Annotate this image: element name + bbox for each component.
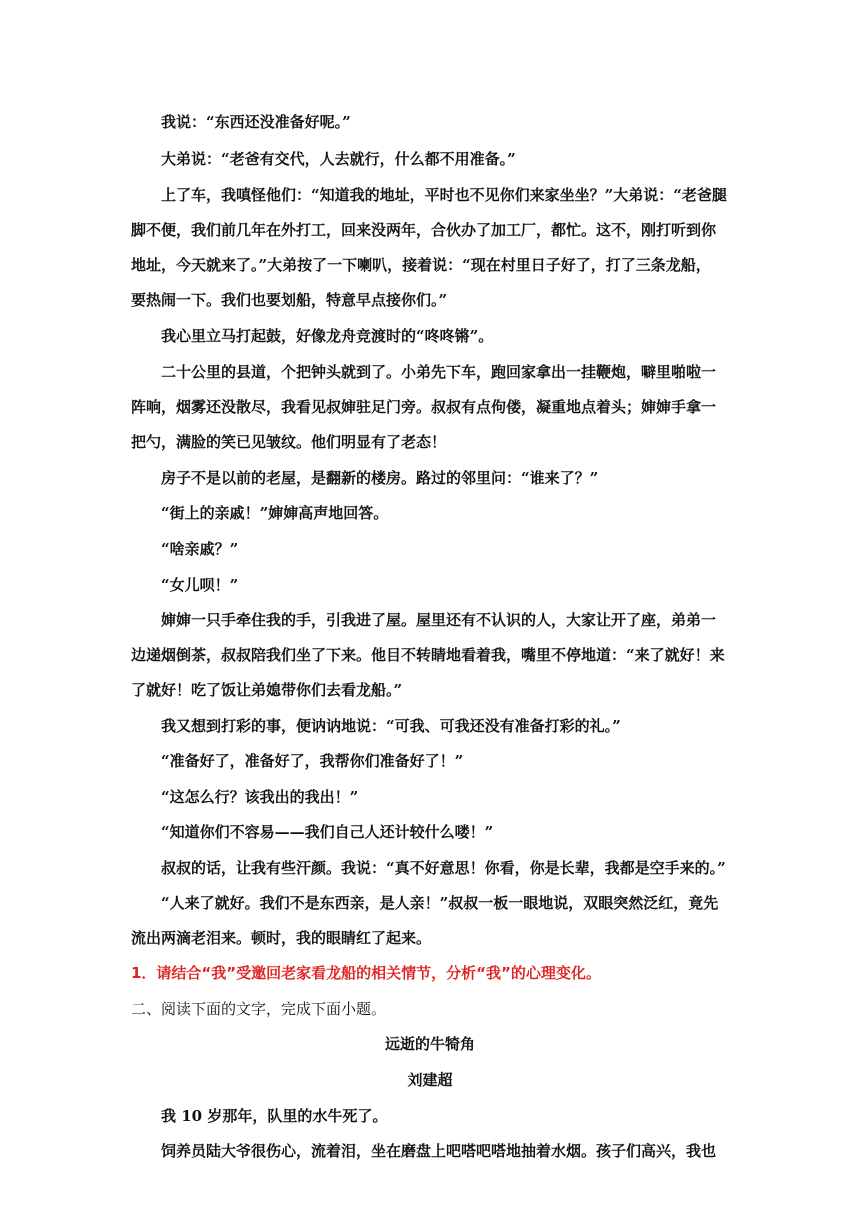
paragraph-line: 我 10 岁那年，队里的水牛死了。	[161, 1107, 388, 1125]
paragraph-line: “啥亲戚？”	[161, 540, 239, 558]
paragraph-line: 婶婶一只手牵住我的手，引我进了屋。屋里还有不认识的人，大家让开了座，弟弟一	[161, 611, 717, 629]
paragraph-line: 叔叔的话，让我有些汗颜。我说：“真不好意思！你看，你是长辈，我都是空手来的。”	[161, 859, 726, 877]
paragraph-line: 饲养员陆大爷很伤心，流着泪，坐在磨盘上吧嗒吧嗒地抽着水烟。孩子们高兴，我也	[161, 1142, 717, 1160]
paragraph-line: “这怎么行？该我出的我出！”	[161, 788, 359, 806]
paragraph-line: “人来了就好。我们不是东西亲，是人亲！”叔叔一板一眼地说，双眼突然泛红，竟先	[161, 894, 719, 912]
article-author: 刘建超	[407, 1071, 453, 1089]
paragraph-line: 上了车，我嗔怪他们：“知道我的地址，平时也不见你们来家坐坐？”大弟说：“老爸腿	[161, 186, 727, 204]
paragraph-line: 我说：“东西还没准备好呢。”	[161, 113, 351, 131]
paragraph-line: 流出两滴老泪来。顿时，我的眼睛红了起来。	[131, 929, 432, 947]
paragraph-line: 了就好！吃了饭让弟媳带你们去看龙船。”	[131, 681, 403, 699]
article-title: 远逝的牛犄角	[384, 1035, 475, 1053]
paragraph-line: 地址，今天就来了。”大弟按了一下喇叭，接着说：“现在村里日子好了，打了三条龙船，	[131, 256, 711, 274]
paragraph-line: 边递烟倒茶，叔叔陪我们坐了下来。他目不转睛地看着我，嘴里不停地道：“来了就好！来	[131, 646, 725, 664]
paragraph-line: 要热闹一下。我们也要划船，特意早点接你们。”	[131, 291, 448, 309]
question-1: 1．请结合“我”受邀回老家看龙船的相关情节，分析“我”的心理变化。	[131, 964, 601, 982]
paragraph-line: 二十公里的县道，个把钟头就到了。小弟先下车，跑回家拿出一挂鞭炮，噼里啪啦一	[161, 363, 717, 381]
paragraph-line: “准备好了，准备好了，我帮你们准备好了！”	[161, 752, 464, 770]
paragraph-line: 我心里立马打起鼓，好像龙舟竞渡时的“咚咚锵”。	[161, 327, 494, 345]
paragraph-line: 我又想到打彩的事，便讷讷地说：“可我、可我还没有准备打彩的礼。”	[161, 717, 621, 735]
paragraph-line: 脚不便，我们前几年在外打工，回来没两年，合伙办了加工厂，都忙。这不，刚打听到你	[131, 221, 717, 239]
paragraph-line: 阵响，烟雾还没散尽，我看见叔婶驻足门旁。叔叔有点佝偻，凝重地点着头；婶婶手拿一	[131, 398, 717, 416]
paragraph-line: “街上的亲戚！”婶婶高声地回答。	[161, 504, 389, 522]
paragraph-line: “知道你们不容易——我们自己人还计较什么喽！”	[161, 823, 494, 841]
paragraph-line: “女儿呗！”	[161, 576, 239, 594]
section-heading: 二、阅读下面的文字，完成下面小题。	[131, 1000, 387, 1018]
paragraph-line: 房子不是以前的老屋，是翻新的楼房。路过的邻里问：“谁来了？”	[161, 469, 599, 487]
paragraph-line: 大弟说：“老爸有交代，人去就行，什么都不用准备。”	[161, 150, 516, 168]
paragraph-line: 把勺，满脸的笑已见皱纹。他们明显有了老态！	[131, 433, 447, 451]
